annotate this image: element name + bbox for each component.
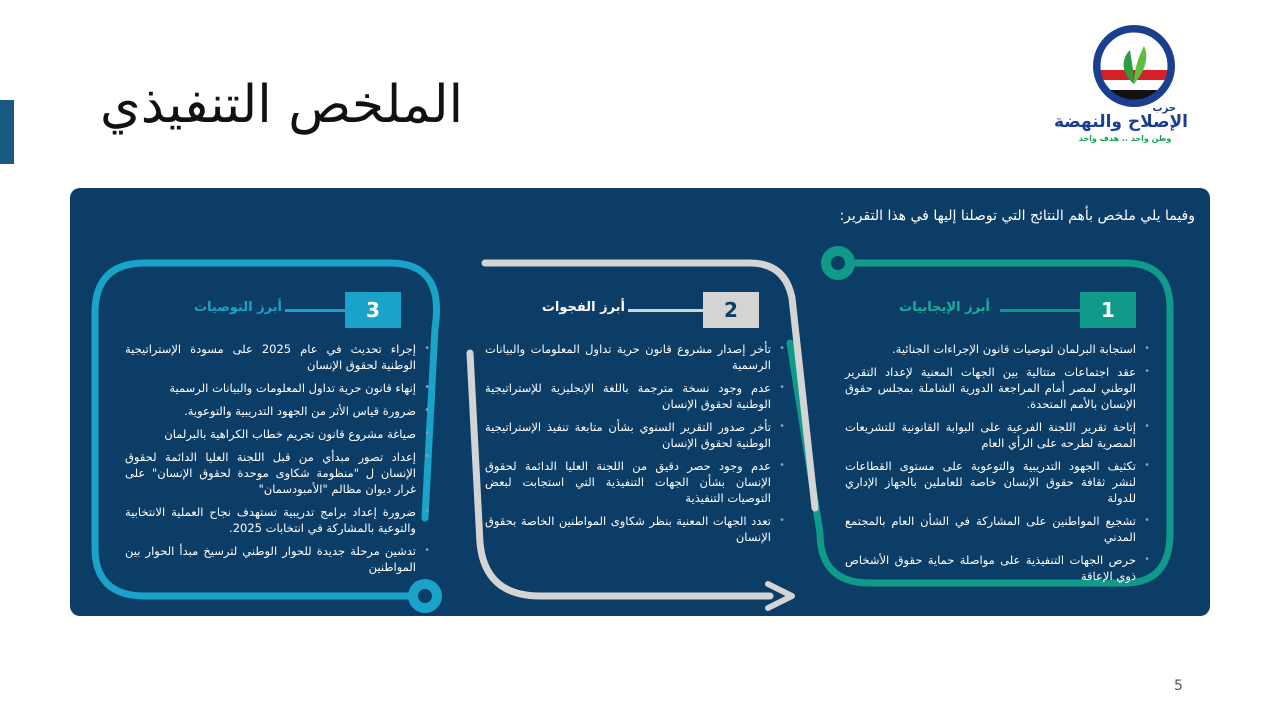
gaps-title: أبرز الفجوات: [541, 300, 625, 315]
list-item: • تدشين مرحلة جديدة للحوار الوطني لترسيخ مبدأ الحوار بين المواطنين: [125, 543, 430, 575]
logo-slogan: وطن واحد .. هدف واحد: [1078, 134, 1172, 143]
logo-emblem-icon: [1092, 24, 1176, 108]
gaps-connector-line: [628, 309, 703, 312]
positives-connector-line: [1000, 309, 1080, 312]
list-item: • صياغة مشروع قانون تجريم خطاب الكراهية بالبرلمان: [125, 426, 430, 442]
list-item: • تعدد الجهات المعنية بنظر شكاوى المواطنين الخاصة بحقوق الإنسان: [485, 513, 785, 545]
list-item: • ضرورة قياس الأثر من الجهود التدريبية والتوعوية.: [125, 403, 430, 419]
list-item: • إتاحة تقرير اللجنة الفرعية على البوابة القانونية للتشريعات المصرية لطرحه على الرأي العام: [845, 419, 1150, 451]
positives-number-badge: 1: [1080, 292, 1136, 328]
page-title: الملخص التنفيذي: [100, 75, 464, 135]
party-logo: [1054, 20, 1188, 143]
recommendations-list: [125, 341, 430, 582]
list-item: • إعداد تصور مبدأي من قبل اللجنة العليا الدائمة لحقوق الإنسان ل "منظومة شكاوى موحدة لحقوق الإنسان" على غرار ديوان مظالم "الأمبودسمان": [125, 449, 430, 497]
recommendations-connector-line: [285, 309, 345, 312]
positives-list: [845, 341, 1150, 591]
list-item: • إنهاء قانون حرية تداول المعلومات والبيانات الرسمية: [125, 380, 430, 396]
positives-title: أبرز الإيجابيات: [899, 300, 990, 315]
page-number: 5: [1174, 678, 1183, 694]
gaps-list: [485, 341, 785, 552]
list-item: • ضرورة إعداد برامج تدريبية تستهدف نجاح العملية الانتخابية والتوعية بالمشاركة في انتخابات 2025.: [125, 504, 430, 536]
list-item: • عقد اجتماعات متتالية بين الجهات المعنية لإعداد التقرير الوطني لمصر أمام المراجعة الدورية الشاملة بمجلس حقوق الإنسان بالأمم المتحدة.: [845, 364, 1150, 412]
logo-party-name: الإصلاح والنهضة: [1054, 112, 1188, 132]
list-item: • إجراء تحديث في عام 2025 على مسودة الإستراتيجية الوطنية لحقوق الإنسان: [125, 341, 430, 373]
list-item: • تكثيف الجهود التدريبية والتوعوية على مستوى القطاعات لنشر ثقافة حقوق الإنسان خاصة للعاملين بالجهاز الإداري للدولة: [845, 458, 1150, 506]
recommendations-number-badge: 3: [345, 292, 401, 328]
left-accent-bar: [0, 100, 14, 164]
list-item: • عدم وجود حصر دقيق من اللجنة العليا الدائمة لحقوق الإنسان بشأن الجهات التنفيذية التي استجابت لبعض التوصيات التنفيذية: [485, 458, 785, 506]
intro-text: وفيما يلي ملخص بأهم النتائج التي توصلنا إليها في هذا التقرير:: [839, 208, 1195, 224]
list-item: • تأخر صدور التقرير السنوي بشأن متابعة تنفيذ الإستراتيجية الوطنية لحقوق الإنسان: [485, 419, 785, 451]
list-item: • عدم وجود نسخة مترجمة باللغة الإنجليزية للإستراتيجية الوطنية لحقوق الإنسان: [485, 380, 785, 412]
summary-panel: [70, 188, 1210, 616]
gaps-number-badge: 2: [703, 292, 759, 328]
recommendations-title: أبرز التوصيات: [193, 300, 282, 315]
list-item: • استجابة البرلمان لتوصيات قانون الإجراءات الجنائية.: [845, 341, 1150, 357]
logo-party-word: حزب: [1152, 103, 1176, 114]
list-item: • حرص الجهات التنفيذية على مواصلة حماية حقوق الأشخاص ذوي الإعاقة: [845, 552, 1150, 584]
list-item: • تأخر إصدار مشروع قانون حرية تداول المعلومات والبيانات الرسمية: [485, 341, 785, 373]
list-item: • تشجيع المواطنين على المشاركة في الشأن العام بالمجتمع المدني: [845, 513, 1150, 545]
